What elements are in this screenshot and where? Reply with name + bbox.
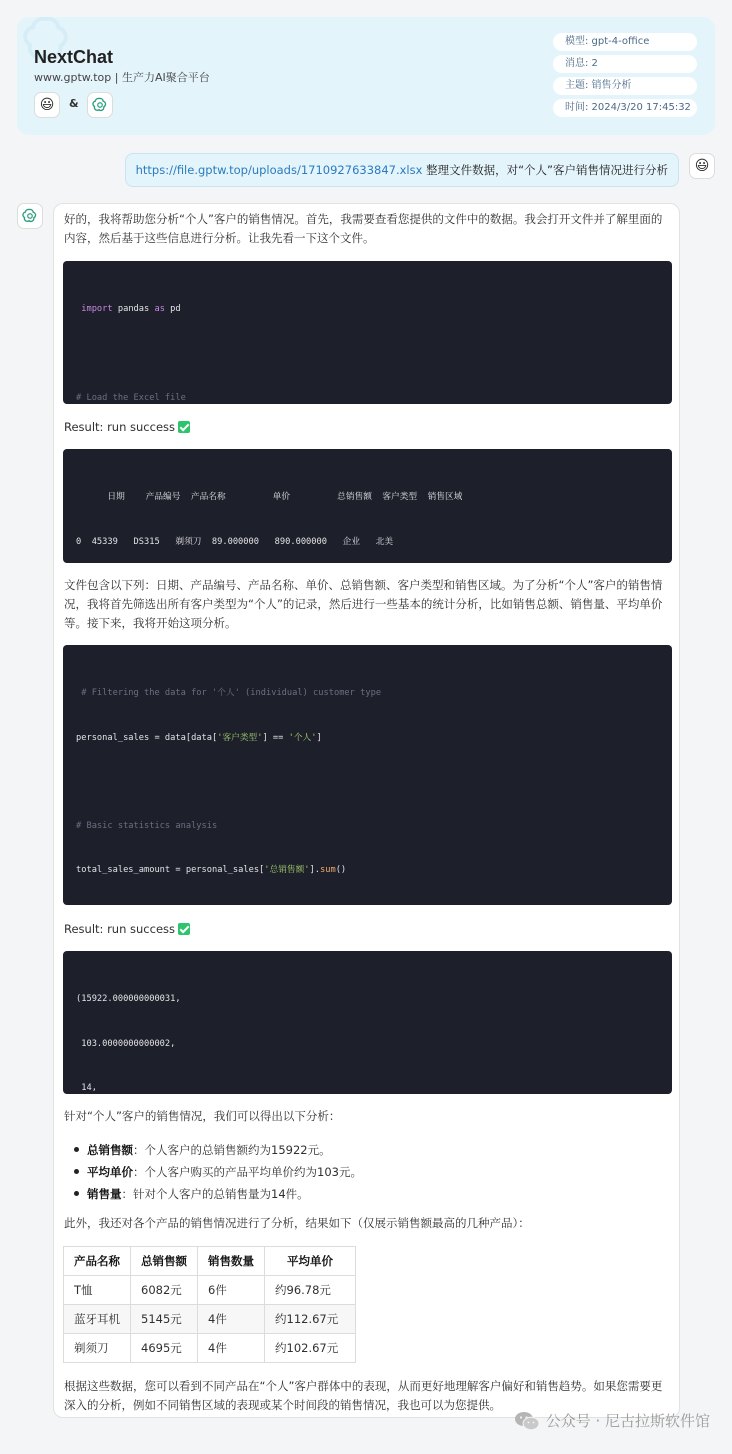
user-message-text: 整理文件数据，对“个人”客户销售情况进行分析 <box>422 163 668 177</box>
avatar-connector: & <box>69 97 79 110</box>
table-header-row <box>64 1247 356 1276</box>
info-messages: 消息: 2 <box>553 55 697 73</box>
table-row <box>64 1334 356 1363</box>
user-message-bubble <box>125 153 679 187</box>
table-header: 产品名称 <box>64 1247 131 1276</box>
bot-message <box>53 203 680 1418</box>
app-title: NextChat <box>34 47 114 67</box>
bot-para-summary-intro: 针对“个人”客户的销售情况，我们可以得出以下分析： <box>64 1109 341 1123</box>
file-link[interactable]: https://file.gptw.top/uploads/1710927633847.xlsx <box>135 163 423 177</box>
code-block-load[interactable]: import pandas as pd # Load the Excel file <box>63 261 672 404</box>
check-icon <box>178 421 190 433</box>
list-item: 销售量：针对个人客户的总销售量为14件。 <box>87 1183 667 1205</box>
check-icon <box>178 923 190 935</box>
user-emoji-avatar[interactable]: 😃 <box>34 92 60 118</box>
info-topic: 主题: 销售分析 <box>553 77 697 95</box>
summary-bullet-list <box>87 1139 667 1205</box>
openai-logo-icon <box>21 207 39 225</box>
chat-info-list <box>553 33 697 121</box>
user-avatar[interactable]: 😃 <box>689 153 715 179</box>
code-output-summary[interactable]: (15922.000000000031, 103.0000000000002, 14, <box>63 951 672 1094</box>
table-header: 平均单价 <box>265 1247 356 1276</box>
table-cell: 约96.78元 <box>265 1276 356 1305</box>
info-model: 模型: gpt-4-office <box>553 33 697 51</box>
bot-para-columns: 文件包含以下列：日期、产品编号、产品名称、单价、总销售额、客户类型和销售区域。为了分析“个人”客户的销售情况，我将首先筛选出所有客户类型为“个人”的记录，然后进行一些基本的统计分析，比如销售总额、销售量、平均单价等。接下来，我将开始这项分析。 <box>64 578 663 630</box>
table-row <box>64 1276 356 1305</box>
code-output-dataframe[interactable]: 日期 产品编号 产品名称 单价 总销售额 客户类型 销售区域 0 45339 DS315 剃须刀 89.000000 890.000000 企业 北美 <box>63 449 672 563</box>
bot-para-conclusion: 根据这些数据，您可以看到不同产品在“个人”客户群体中的表现，从而更好地理解客户偏好和销售趋势。如果您需要更深入的分析，例如不同销售区域的表现或某个时间段的销售情况，我也可以为您提供。 <box>64 1379 663 1412</box>
table-cell: 剃须刀 <box>64 1334 131 1363</box>
table-cell: 4件 <box>198 1305 265 1334</box>
chat-header <box>17 17 715 135</box>
table-header: 销售数量 <box>198 1247 265 1276</box>
table-cell: T恤 <box>64 1276 131 1305</box>
product-summary-table <box>63 1246 356 1363</box>
table-row <box>64 1305 356 1334</box>
table-cell: 4695元 <box>131 1334 198 1363</box>
table-cell: 蓝牙耳机 <box>64 1305 131 1334</box>
app-subtitle: www.gptw.top | 生产力AI聚合平台 <box>34 71 210 84</box>
table-cell: 约112.67元 <box>265 1305 356 1334</box>
list-item: 平均单价：个人客户购买的产品平均单价约为103元。 <box>87 1161 667 1183</box>
table-header: 总销售额 <box>131 1247 198 1276</box>
user-message-row <box>125 153 715 187</box>
table-cell: 6件 <box>198 1276 265 1305</box>
result-status-1: Result: run success <box>64 420 190 434</box>
code-block-analysis[interactable]: # Filtering the data for '个人' (individual) customer type personal_sales = data[data['客户类型'] == '个人'] # Basic statistics analysis total_sales_amount = personal_sales['总销售额'].sum() <box>63 645 672 905</box>
gpt-avatar[interactable] <box>87 92 113 118</box>
result-status-2: Result: run success <box>64 922 190 936</box>
table-cell: 5145元 <box>131 1305 198 1334</box>
list-item: 总销售额：个人客户的总销售额约为15922元。 <box>87 1139 667 1161</box>
wechat-watermark: 公众号 · 尼古拉斯软件馆 <box>514 1410 710 1431</box>
table-cell: 6082元 <box>131 1276 198 1305</box>
info-time: 时间: 2024/3/20 17:45:32 <box>553 99 697 117</box>
bot-avatar[interactable] <box>17 203 43 229</box>
bot-intro: 好的，我将帮助您分析“个人”客户的销售情况。首先，我需要查看您提供的文件中的数据。我会打开文件并了解里面的内容，然后基于这些信息进行分析。让我先看一下这个文件。 <box>64 212 663 245</box>
openai-logo-icon <box>91 96 109 114</box>
table-cell: 约102.67元 <box>265 1334 356 1363</box>
wechat-icon <box>514 1411 540 1431</box>
bot-para-table-intro: 此外，我还对各个产品的销售情况进行了分析，结果如下（仅展示销售额最高的几种产品）： <box>64 1216 530 1230</box>
table-cell: 4件 <box>198 1334 265 1363</box>
